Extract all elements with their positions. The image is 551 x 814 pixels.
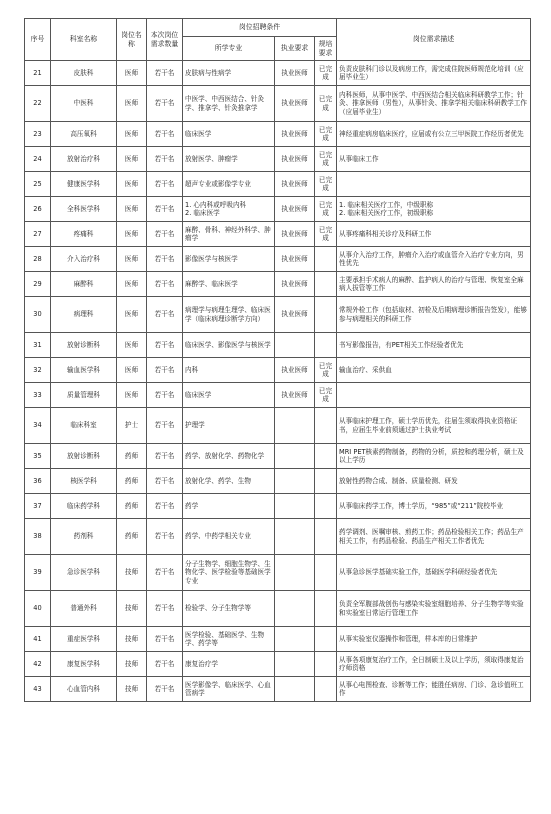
cell-no: 26 [25,197,51,222]
cell-count: 若干名 [147,383,183,408]
table-row [25,197,531,222]
cell-train [315,652,337,677]
cell-qual: 执业医师 [275,172,315,197]
cell-qual [275,444,315,469]
table-row [25,86,531,122]
table-row [25,408,531,444]
cell-major: 超声专业或影像学专业 [183,172,275,197]
table-row [25,358,531,383]
cell-train [315,444,337,469]
cell-count: 若干名 [147,222,183,247]
cell-desc: 从事临床护理工作，硕士学历优先，往届生须取得执业资格证书，应届生毕业前须通过护士执业考试 [337,408,531,444]
cell-no: 31 [25,333,51,358]
table-row [25,61,531,86]
cell-qual [275,408,315,444]
cell-count: 若干名 [147,469,183,494]
cell-qual [275,677,315,702]
cell-title: 技师 [117,677,147,702]
cell-count: 若干名 [147,247,183,272]
cell-desc: 输血治疗、采供血 [337,358,531,383]
cell-qual: 执业医师 [275,61,315,86]
cell-desc: 从事临床工作 [337,147,531,172]
cell-no: 39 [25,555,51,591]
cell-major: 药学 [183,494,275,519]
cell-count: 若干名 [147,122,183,147]
table-row [25,444,531,469]
cell-major: 麻醉、骨科、神经外科学、肿瘤学 [183,222,275,247]
cell-major: 临床医学 [183,383,275,408]
cell-no: 35 [25,444,51,469]
cell-train: 已完成 [315,358,337,383]
cell-no: 29 [25,272,51,297]
cell-major: 病理学与病理生理学、临床医学（临床病理诊断学方向） [183,297,275,333]
cell-count: 若干名 [147,297,183,333]
cell-train [315,494,337,519]
cell-dept: 临床药学科 [51,494,117,519]
cell-desc: 从事临床药学工作，博士学历，“985”或“211”院校毕业 [337,494,531,519]
cell-count: 若干名 [147,519,183,555]
table-row [25,627,531,652]
cell-qual: 执业医师 [275,247,315,272]
cell-dept: 临床科室 [51,408,117,444]
table-row [25,519,531,555]
recruitment-table [24,18,531,702]
cell-train: 已完成 [315,197,337,222]
cell-desc [337,383,531,408]
cell-train [315,627,337,652]
cell-qual: 执业医师 [275,297,315,333]
cell-count: 若干名 [147,272,183,297]
table-row [25,677,531,702]
cell-dept: 药剂科 [51,519,117,555]
cell-major: 药学、放射化学、药物化学 [183,444,275,469]
cell-qual: 执业医师 [275,383,315,408]
table-row [25,147,531,172]
cell-major: 放射化学、药学、生物 [183,469,275,494]
cell-desc: 内科医师，从事中医学、中西医结合相关临床科研教学工作；针灸、推拿医师（男性），从事针灸、推拿学相关临床科研教学工作（应届毕业生） [337,86,531,122]
header-title: 岗位名称 [117,19,147,61]
cell-desc: 负责全军腹部战创伤与感染实验室细胞培养、分子生物学等实验和实验室日常运行管理工作 [337,591,531,627]
table-row [25,494,531,519]
cell-title: 医师 [117,222,147,247]
cell-dept: 放射诊断科 [51,333,117,358]
cell-train [315,333,337,358]
cell-dept: 普通外科 [51,591,117,627]
cell-title: 医师 [117,247,147,272]
cell-dept: 介入治疗科 [51,247,117,272]
cell-qual: 执业医师 [275,147,315,172]
table-body [25,61,531,702]
cell-desc: 从事介入治疗工作，肿瘤介入治疗或血管介入治疗专业方向，男性优先 [337,247,531,272]
cell-title: 药师 [117,444,147,469]
cell-qual [275,494,315,519]
cell-dept: 高压氧科 [51,122,117,147]
table-row [25,652,531,677]
header-train: 规培要求 [315,37,337,61]
cell-desc: 主要承担手术病人的麻醉、监护病人的治疗与管理、恢复室全麻病人拔管等工作 [337,272,531,297]
cell-title: 医师 [117,197,147,222]
cell-no: 37 [25,494,51,519]
cell-train [315,272,337,297]
cell-title: 医师 [117,383,147,408]
table-header [25,19,531,61]
cell-train [315,519,337,555]
cell-qual: 执业医师 [275,272,315,297]
cell-qual: 执业医师 [275,222,315,247]
cell-no: 36 [25,469,51,494]
cell-dept: 重症医学科 [51,627,117,652]
cell-qual [275,591,315,627]
cell-qual [275,519,315,555]
header-count: 本次岗位需求数量 [147,19,183,61]
cell-train [315,408,337,444]
cell-train: 已完成 [315,86,337,122]
cell-desc: 神经重症病房临床医疗，应届或有公立三甲医院工作经历者优先 [337,122,531,147]
table-row [25,591,531,627]
cell-qual: 执业医师 [275,86,315,122]
cell-title: 医师 [117,147,147,172]
table-row [25,555,531,591]
cell-title: 护士 [117,408,147,444]
cell-dept: 急诊医学科 [51,555,117,591]
cell-count: 若干名 [147,591,183,627]
cell-no: 28 [25,247,51,272]
cell-title: 医师 [117,297,147,333]
cell-major: 麻醉学、临床医学 [183,272,275,297]
cell-desc: 常规外检工作（包括取材、初检及后期病理诊断报告签发），能够参与病理相关的科研工作 [337,297,531,333]
cell-no: 27 [25,222,51,247]
cell-desc: 放射性药物合成、制备、质量检测、研发 [337,469,531,494]
cell-title: 药师 [117,519,147,555]
cell-dept: 健康医学科 [51,172,117,197]
cell-major: 临床医学、影像医学与核医学 [183,333,275,358]
cell-major: 医学检验、基础医学、生物学、药学等 [183,627,275,652]
cell-desc: 从事心电图检查、诊断等工作；能胜任病房、门诊、急诊值班工作 [337,677,531,702]
cell-train: 已完成 [315,147,337,172]
cell-title: 医师 [117,358,147,383]
cell-title: 技师 [117,555,147,591]
table-row [25,222,531,247]
cell-no: 42 [25,652,51,677]
cell-major: 分子生物学、细胞生物学、生物化学、医学检验等基础医学专业 [183,555,275,591]
cell-count: 若干名 [147,408,183,444]
cell-count: 若干名 [147,652,183,677]
cell-count: 若干名 [147,172,183,197]
cell-title: 药师 [117,469,147,494]
cell-no: 43 [25,677,51,702]
cell-title: 技师 [117,652,147,677]
cell-train [315,677,337,702]
table-row [25,122,531,147]
cell-desc: 从事疼痛科相关诊疗及科研工作 [337,222,531,247]
header-major: 所学专业 [183,37,275,61]
cell-qual [275,469,315,494]
cell-count: 若干名 [147,677,183,702]
cell-no: 23 [25,122,51,147]
cell-qual [275,627,315,652]
table-row [25,333,531,358]
cell-desc: 书写影像报告，有PET相关工作经验者优先 [337,333,531,358]
cell-count: 若干名 [147,358,183,383]
cell-qual: 执业医师 [275,358,315,383]
cell-title: 医师 [117,86,147,122]
cell-no: 22 [25,86,51,122]
table-row [25,297,531,333]
cell-dept: 核医学科 [51,469,117,494]
cell-desc [337,172,531,197]
cell-no: 32 [25,358,51,383]
cell-desc: 从事急诊医学基础实验工作，基础医学科研经验者优先 [337,555,531,591]
cell-dept: 输血医学科 [51,358,117,383]
cell-major: 1. 心内科或呼吸内科 2. 临床医学 [183,197,275,222]
cell-count: 若干名 [147,444,183,469]
cell-desc: MRI PET核素药物制备，药物的分析，质控和药理分析，硕士及以上学历 [337,444,531,469]
cell-qual: 执业医师 [275,197,315,222]
cell-qual [275,333,315,358]
cell-dept: 放射诊断科 [51,444,117,469]
cell-dept: 中医科 [51,86,117,122]
cell-no: 38 [25,519,51,555]
cell-major: 影像医学与核医学 [183,247,275,272]
header-desc: 岗位需求描述 [337,19,531,61]
header-conditions: 岗位招聘条件 [183,19,337,37]
cell-title: 医师 [117,272,147,297]
cell-no: 25 [25,172,51,197]
cell-count: 若干名 [147,494,183,519]
cell-major: 护理学 [183,408,275,444]
table-row [25,172,531,197]
cell-train: 已完成 [315,122,337,147]
cell-no: 40 [25,591,51,627]
cell-no: 30 [25,297,51,333]
cell-dept: 心血管内科 [51,677,117,702]
cell-count: 若干名 [147,627,183,652]
cell-train [315,591,337,627]
cell-qual: 执业医师 [275,122,315,147]
cell-qual [275,555,315,591]
cell-title: 技师 [117,627,147,652]
cell-count: 若干名 [147,147,183,172]
cell-title: 医师 [117,61,147,86]
cell-desc: 从事各项康复治疗工作，全日制硕士及以上学历，须取得康复治疗师资格 [337,652,531,677]
cell-dept: 康复医学科 [51,652,117,677]
cell-train [315,297,337,333]
cell-major: 药学、中药学相关专业 [183,519,275,555]
cell-dept: 皮肤科 [51,61,117,86]
cell-major: 检验学、分子生物学等 [183,591,275,627]
table-row [25,469,531,494]
cell-no: 21 [25,61,51,86]
cell-train [315,247,337,272]
cell-title: 医师 [117,172,147,197]
cell-desc: 药学调剂、医嘱审核、煎药工作；药品检验相关工作；药品生产相关工作，有药品检验、药品生产相关工作者优先 [337,519,531,555]
cell-dept: 质量管理科 [51,383,117,408]
cell-count: 若干名 [147,555,183,591]
cell-train [315,469,337,494]
cell-count: 若干名 [147,86,183,122]
cell-count: 若干名 [147,61,183,86]
cell-major: 医学影像学、临床医学、心血管病学 [183,677,275,702]
cell-train: 已完成 [315,383,337,408]
cell-no: 34 [25,408,51,444]
cell-major: 皮肤病与性病学 [183,61,275,86]
cell-qual [275,652,315,677]
cell-title: 药师 [117,494,147,519]
table-row [25,247,531,272]
cell-dept: 麻醉科 [51,272,117,297]
header-dept: 科室名称 [51,19,117,61]
cell-title: 医师 [117,333,147,358]
cell-train: 已完成 [315,222,337,247]
cell-count: 若干名 [147,333,183,358]
header-qual: 执业要求 [275,37,315,61]
cell-desc: 1. 临床相关医疗工作，中级职称 2. 临床相关医疗工作，初级职称 [337,197,531,222]
cell-no: 41 [25,627,51,652]
cell-train [315,555,337,591]
cell-dept: 病理科 [51,297,117,333]
cell-no: 24 [25,147,51,172]
cell-major: 临床医学 [183,122,275,147]
cell-count: 若干名 [147,197,183,222]
cell-dept: 疼痛科 [51,222,117,247]
cell-dept: 全科医学科 [51,197,117,222]
cell-major: 中医学、中西医结合、针灸学、推拿学、针灸推拿学 [183,86,275,122]
cell-major: 内科 [183,358,275,383]
table-row [25,272,531,297]
table-row [25,383,531,408]
cell-desc: 负责皮肤科门诊以及病房工作，需完成住院医师规范化培训（应届毕业生） [337,61,531,86]
cell-major: 康复治疗学 [183,652,275,677]
cell-no: 33 [25,383,51,408]
cell-train: 已完成 [315,61,337,86]
cell-title: 医师 [117,122,147,147]
cell-title: 技师 [117,591,147,627]
cell-dept: 放射治疗科 [51,147,117,172]
header-no: 序号 [25,19,51,61]
cell-major: 放射医学、肿瘤学 [183,147,275,172]
cell-train: 已完成 [315,172,337,197]
cell-desc: 从事实验室仪器操作和管理，样本库的日常维护 [337,627,531,652]
